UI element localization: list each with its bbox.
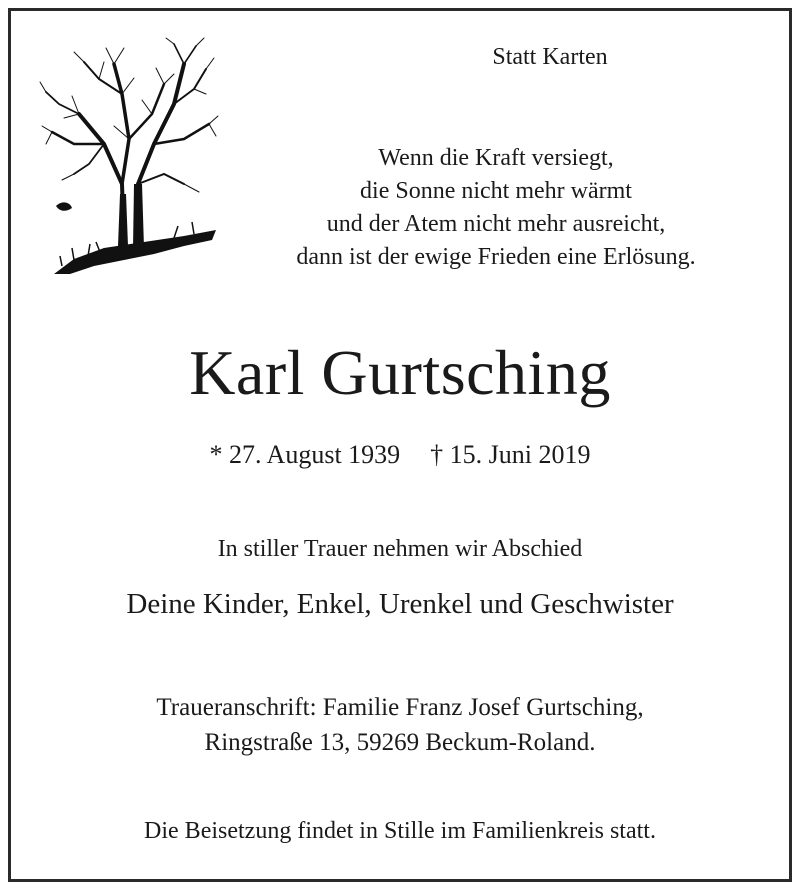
poem-line: und der Atem nicht mehr ausreicht, <box>326 211 666 237</box>
poem-line: Wenn die Kraft versiegt, <box>378 145 614 171</box>
farewell-text: In stiller Trauer nehmen wir Abschied <box>217 536 583 562</box>
header-note: Statt Karten <box>492 44 608 70</box>
address-line: Traueranschrift: Familie Franz Josef Gurtsching, <box>156 694 644 721</box>
poem-line: die Sonne nicht mehr wärmt <box>360 178 632 204</box>
poem <box>236 142 756 274</box>
mourning-address <box>0 690 800 760</box>
tree-illustration-icon <box>34 34 224 282</box>
death-date: † 15. Juni 2019 <box>430 440 591 469</box>
mourners-text: Deine Kinder, Enkel, Urenkel und Geschwister <box>126 588 674 620</box>
birth-date: * 27. August 1939 <box>209 440 401 469</box>
poem-line: dann ist der ewige Frieden eine Erlösung. <box>296 244 696 270</box>
deceased-name: Karl Gurtsching <box>189 337 611 408</box>
closing-note: Die Beisetzung findet in Stille im Familienkreis statt. <box>144 818 656 844</box>
life-dates <box>0 440 800 470</box>
address-line: Ringstraße 13, 59269 Beckum-Roland. <box>204 729 596 756</box>
